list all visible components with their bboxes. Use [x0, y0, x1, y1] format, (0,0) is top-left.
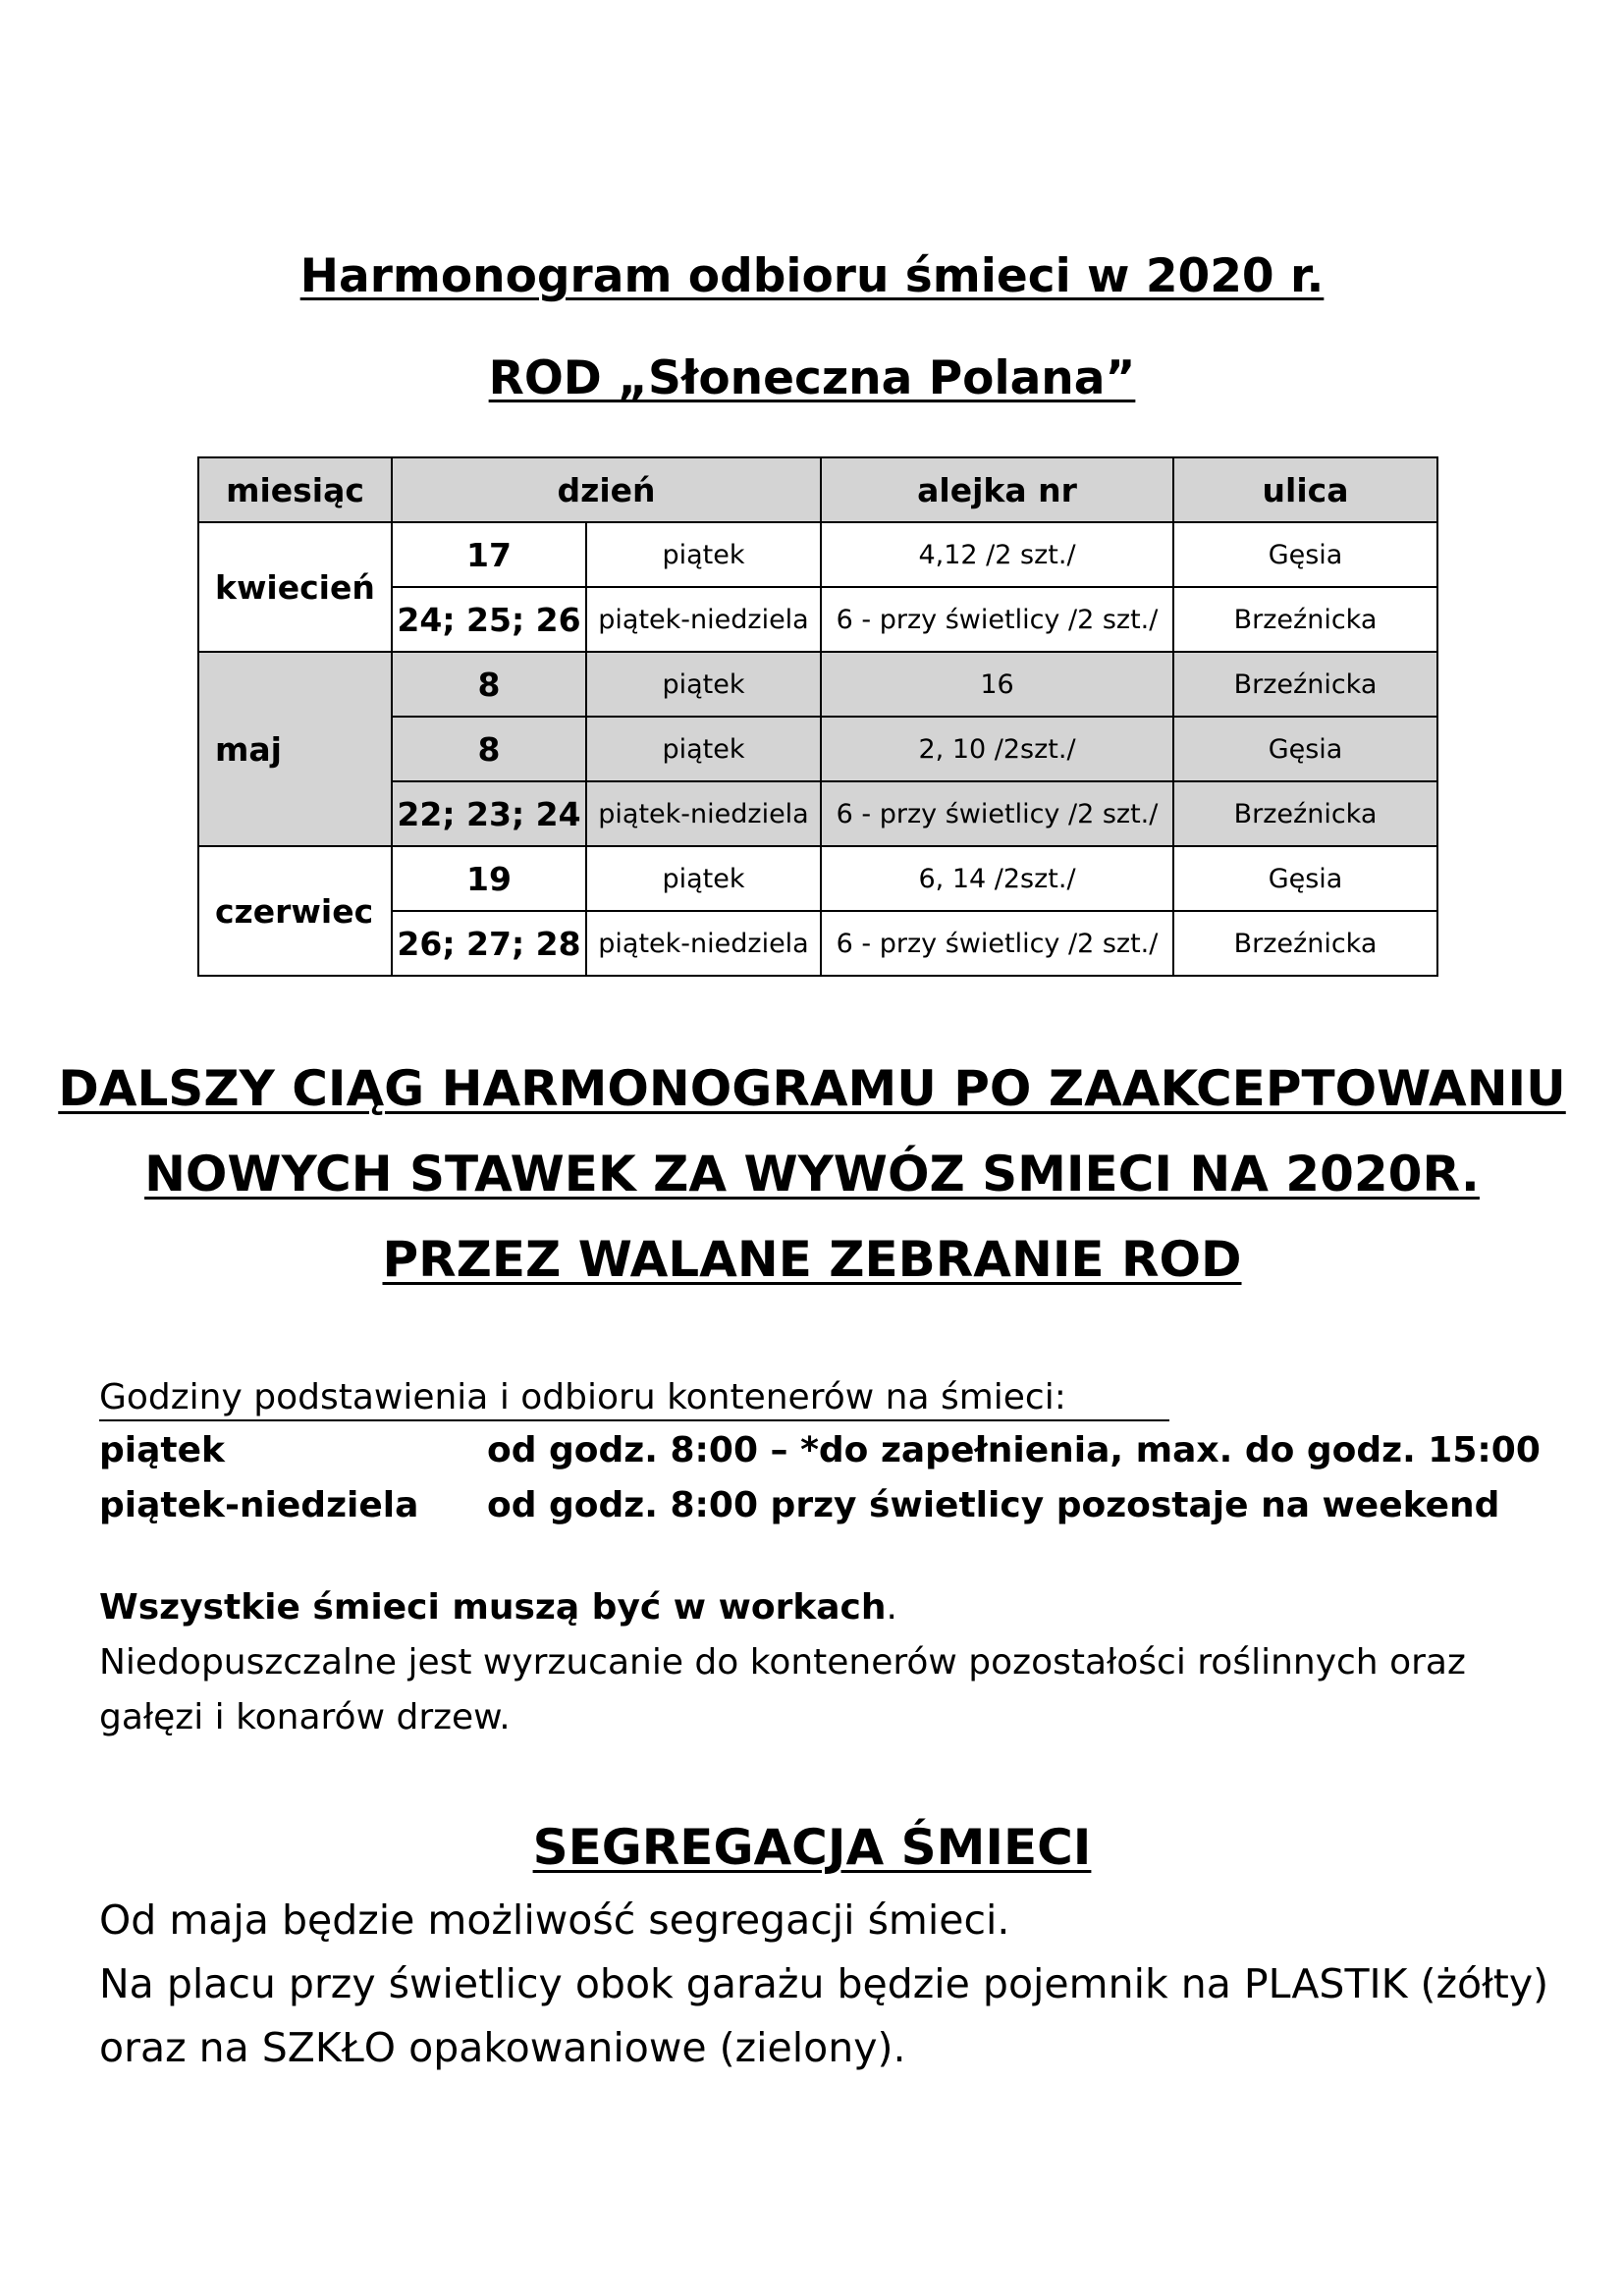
alley-cell: 4,12 /2 szt./ — [821, 522, 1173, 587]
date-cell: 8 — [392, 652, 586, 717]
alley-cell: 16 — [821, 652, 1173, 717]
weekday-cell: piątek-niedziela — [586, 781, 821, 846]
segregation-line: oraz na SZKŁO opakowaniowe (zielony). — [99, 2024, 906, 2071]
weekday-cell: piątek — [586, 846, 821, 911]
street-cell: Brzeźnicka — [1173, 587, 1437, 652]
table-row — [198, 846, 1437, 911]
street-cell: Gęsia — [1173, 717, 1437, 781]
month-cell: czerwiec — [198, 846, 392, 976]
street-cell: Brzeźnicka — [1173, 652, 1437, 717]
schedule-table — [197, 456, 1438, 977]
alley-cell: 6 - przy świetlicy /2 szt./ — [821, 911, 1173, 976]
alley-cell: 6 - przy świetlicy /2 szt./ — [821, 781, 1173, 846]
alley-cell: 6, 14 /2szt./ — [821, 846, 1173, 911]
header-month: miesiąc — [198, 457, 392, 522]
hours-label: piątek — [99, 1430, 225, 1470]
notice-line: PRZEZ WALANE ZEBRANIE ROD — [382, 1231, 1242, 1288]
rules-line: gałęzi i konarów drzew. — [99, 1697, 511, 1737]
schedule-notice — [0, 1046, 1624, 1303]
alley-cell: 2, 10 /2szt./ — [821, 717, 1173, 781]
date-cell: 19 — [392, 846, 586, 911]
hours-value: od godz. 8:00 przy świetlicy pozostaje na weekend — [487, 1485, 1500, 1525]
segregation-title: SEGREGACJA ŚMIECI — [532, 1819, 1092, 1876]
weekday-cell: piątek — [586, 652, 821, 717]
rules-line: Niedopuszczalne jest wyrzucanie do kontenerów pozostałości roślinnych oraz — [99, 1642, 1466, 1682]
hours-label: piątek-niedziela — [99, 1485, 419, 1525]
table-row — [198, 522, 1437, 587]
table-header-row — [198, 457, 1437, 522]
alley-cell: 6 - przy świetlicy /2 szt./ — [821, 587, 1173, 652]
date-cell: 26; 27; 28 — [392, 911, 586, 976]
header-day: dzień — [392, 457, 821, 522]
document-subtitle: ROD „Słoneczna Polana” — [488, 351, 1136, 405]
date-cell: 17 — [392, 522, 586, 587]
weekday-cell: piątek — [586, 717, 821, 781]
header-street: ulica — [1173, 457, 1437, 522]
street-cell: Brzeźnicka — [1173, 781, 1437, 846]
date-cell: 24; 25; 26 — [392, 587, 586, 652]
notice-line: DALSZY CIĄG HARMONOGRAMU PO ZAAKCEPTOWANIU — [58, 1060, 1566, 1117]
document-title: Harmonogram odbioru śmieci w 2020 r. — [299, 249, 1325, 303]
month-cell: kwiecień — [198, 522, 392, 652]
street-cell: Gęsia — [1173, 846, 1437, 911]
hours-heading: Godziny podstawienia i odbioru kontenerów na śmieci: — [99, 1374, 1169, 1421]
weekday-cell: piątek-niedziela — [586, 587, 821, 652]
rules-line — [99, 1580, 1533, 1635]
date-cell: 8 — [392, 717, 586, 781]
street-cell: Brzeźnicka — [1173, 911, 1437, 976]
table-row — [198, 652, 1437, 717]
header-alley: alejka nr — [821, 457, 1173, 522]
date-cell: 22; 23; 24 — [392, 781, 586, 846]
hours-value: od godz. 8:00 – *do zapełnienia, max. do godz. 15:00 — [487, 1430, 1541, 1470]
notice-line: NOWYCH STAWEK ZA WYWÓZ SMIECI NA 2020R. — [144, 1146, 1480, 1202]
segregation-line: Od maja będzie możliwość segregacji śmieci. — [99, 1896, 1010, 1944]
segregation-line: Na placu przy świetlicy obok garażu będzie pojemnik na PLASTIK (żółty) — [99, 1960, 1549, 2007]
rules-period: . — [886, 1587, 897, 1628]
street-cell: Gęsia — [1173, 522, 1437, 587]
weekday-cell: piątek-niedziela — [586, 911, 821, 976]
rules-emphasis: Wszystkie śmieci muszą być w workach — [99, 1587, 887, 1628]
month-cell: maj — [198, 652, 392, 846]
segregation-text — [99, 1889, 1572, 2080]
rules-paragraph — [99, 1580, 1533, 1745]
weekday-cell: piątek — [586, 522, 821, 587]
